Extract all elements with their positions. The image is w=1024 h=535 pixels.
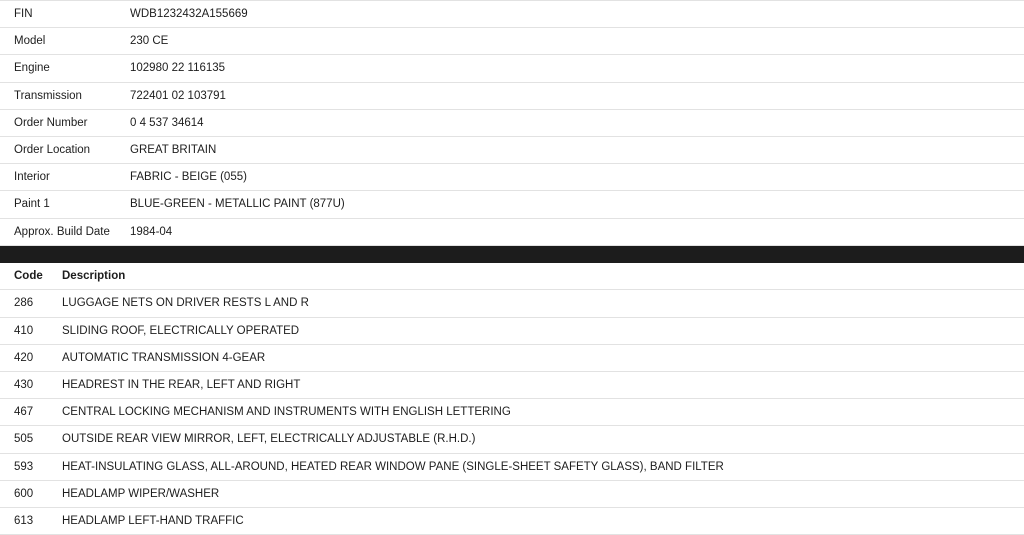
table-row xyxy=(0,109,1024,136)
vehicle-info-table xyxy=(0,0,1024,246)
equipment-description: LUGGAGE NETS ON DRIVER RESTS L AND R xyxy=(62,290,1024,317)
vehicle-info-value: 0 4 537 34614 xyxy=(130,109,1024,136)
equipment-code: 410 xyxy=(0,317,62,344)
vehicle-info-value: 230 CE xyxy=(130,28,1024,55)
table-row xyxy=(0,344,1024,371)
equipment-code: 593 xyxy=(0,453,62,480)
table-row xyxy=(0,82,1024,109)
vehicle-info-value: 1984-04 xyxy=(130,218,1024,245)
equipment-code: 420 xyxy=(0,344,62,371)
vehicle-info-value: BLUE-GREEN - METALLIC PAINT (877U) xyxy=(130,191,1024,218)
equipment-description: CENTRAL LOCKING MECHANISM AND INSTRUMENTS WITH ENGLISH LETTERING xyxy=(62,399,1024,426)
vehicle-info-label: FIN xyxy=(0,1,130,28)
vehicle-info-value: 722401 02 103791 xyxy=(130,82,1024,109)
vehicle-info-value: GREAT BRITAIN xyxy=(130,136,1024,163)
table-header-row xyxy=(0,263,1024,290)
equipment-codes-head xyxy=(0,263,1024,290)
equipment-description: HEADLAMP LEFT-HAND TRAFFIC xyxy=(62,507,1024,534)
table-row xyxy=(0,218,1024,245)
table-row xyxy=(0,1,1024,28)
vehicle-info-value: WDB1232432A155669 xyxy=(130,1,1024,28)
equipment-code: 430 xyxy=(0,371,62,398)
vehicle-info-label: Approx. Build Date xyxy=(0,218,130,245)
equipment-description: HEAT-INSULATING GLASS, ALL-AROUND, HEATED REAR WINDOW PANE (SINGLE-SHEET SAFETY GLASS), BAND FILTER xyxy=(62,453,1024,480)
vehicle-info-label: Engine xyxy=(0,55,130,82)
table-row xyxy=(0,28,1024,55)
vehicle-info-label: Paint 1 xyxy=(0,191,130,218)
section-separator xyxy=(0,246,1024,263)
table-row xyxy=(0,371,1024,398)
equipment-codes-body xyxy=(0,290,1024,535)
vehicle-info-label: Order Location xyxy=(0,136,130,163)
table-row xyxy=(0,55,1024,82)
table-row xyxy=(0,453,1024,480)
table-row xyxy=(0,426,1024,453)
table-row xyxy=(0,164,1024,191)
vehicle-info-value: FABRIC - BEIGE (055) xyxy=(130,164,1024,191)
vehicle-info-body xyxy=(0,1,1024,246)
equipment-codes-table xyxy=(0,263,1024,535)
vehicle-info-label: Interior xyxy=(0,164,130,191)
vehicle-info-label: Order Number xyxy=(0,109,130,136)
table-row xyxy=(0,317,1024,344)
equipment-description: SLIDING ROOF, ELECTRICALLY OPERATED xyxy=(62,317,1024,344)
equipment-code: 286 xyxy=(0,290,62,317)
equipment-code: 505 xyxy=(0,426,62,453)
column-header-description: Description xyxy=(62,263,1024,290)
table-row xyxy=(0,290,1024,317)
column-header-code: Code xyxy=(0,263,62,290)
table-row xyxy=(0,191,1024,218)
equipment-description: AUTOMATIC TRANSMISSION 4-GEAR xyxy=(62,344,1024,371)
table-row xyxy=(0,399,1024,426)
table-row xyxy=(0,480,1024,507)
equipment-code: 613 xyxy=(0,507,62,534)
equipment-code: 467 xyxy=(0,399,62,426)
vehicle-info-label: Model xyxy=(0,28,130,55)
table-row xyxy=(0,507,1024,534)
equipment-description: OUTSIDE REAR VIEW MIRROR, LEFT, ELECTRICALLY ADJUSTABLE (R.H.D.) xyxy=(62,426,1024,453)
equipment-description: HEADLAMP WIPER/WASHER xyxy=(62,480,1024,507)
vehicle-info-label: Transmission xyxy=(0,82,130,109)
table-row xyxy=(0,136,1024,163)
equipment-code: 600 xyxy=(0,480,62,507)
equipment-description: HEADREST IN THE REAR, LEFT AND RIGHT xyxy=(62,371,1024,398)
vehicle-info-value: 102980 22 116135 xyxy=(130,55,1024,82)
